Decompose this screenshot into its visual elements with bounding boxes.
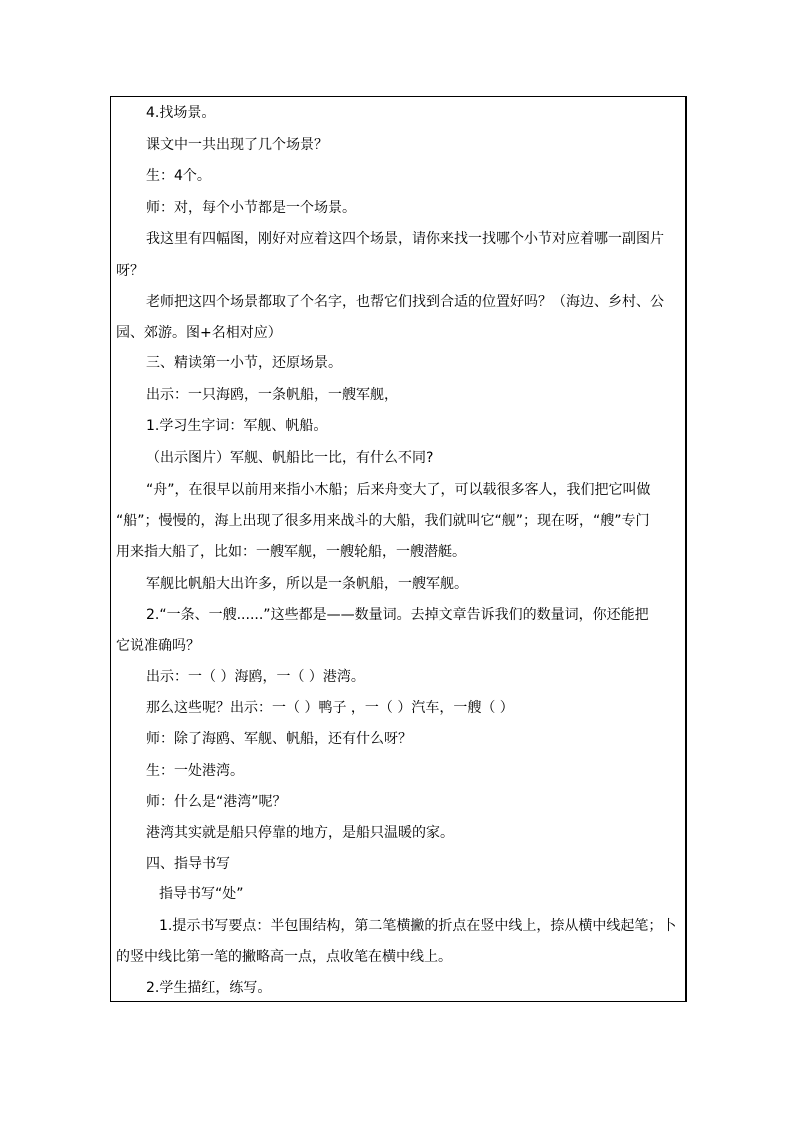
text-line: 1.提示书写要点：半包围结构，第二笔横撇的折点在竖中线上，捺从横中线起笔；卜 — [159, 918, 677, 934]
text-line: 港湾其实就是船只停靠的地方，是船只温暖的家。 — [146, 825, 454, 841]
text-line: 园、郊游。图+名相对应） — [116, 325, 282, 341]
text-line: 我这里有四幅图，刚好对应着这四个场景，请你来找一找哪个小节对应着哪一副图片 — [146, 231, 664, 247]
text-line: 4.找场景。 — [146, 105, 216, 121]
text-line: 出示：一（ ）海鸥，一（ ）港湾。 — [146, 669, 365, 685]
section-heading: 四、指导书写 — [146, 856, 230, 872]
text-line: 那么这些呢？出示：一（ ）鸭子 ，一（ ）汽车，一艘（ ） — [146, 700, 514, 716]
text-line: 的竖中线比第一笔的撇略高一点，点收笔在横中线上。 — [116, 949, 452, 965]
text-line: （出示图片）军舰、帆船比一比，有什么不同? — [146, 450, 434, 466]
text-line: 老师把这四个场景都取了个名字，也帮它们找到合适的位置好吗？（海边、乡村、公 — [146, 294, 664, 310]
text-line: 师：什么是“港湾”呢？ — [146, 794, 287, 810]
text-line: 生：4个。 — [146, 168, 211, 184]
text-line: 用来指大船了，比如：一艘军舰，一艘轮船，一艘潜艇。 — [116, 544, 466, 560]
text-line: 课文中一共出现了几个场景？ — [146, 137, 328, 153]
text-line: 1.学习生字词：军舰、帆船。 — [146, 418, 328, 434]
text-line: 呀？ — [116, 263, 144, 279]
section-heading: 三、精读第一小节，还原场景。 — [146, 355, 342, 371]
text-line: 2.“一条、一艘......”这些都是——数量词。去掉文章告诉我们的数量词，你还能把 — [146, 607, 649, 623]
text-line: 2.学生描红，练写。 — [146, 980, 272, 996]
text-line: “船”；慢慢的，海上出现了很多用来战斗的大船，我们就叫它“舰”；现在呀，“艘”专门 — [116, 513, 650, 529]
text-line: 出示：一只海鸥，一条帆船，一艘军舰， — [146, 387, 398, 403]
text-line: 军舰比帆船大出许多，所以是一条帆船，一艘军舰。 — [146, 576, 468, 592]
text-line: “舟”，在很早以前用来指小木船；后来舟变大了，可以载很多客人，我们把它叫做 — [146, 482, 651, 498]
text-line: 生：一处港湾。 — [146, 763, 244, 779]
text-line: 它说准确吗？ — [116, 638, 200, 654]
text-line: 师：对，每个小节都是一个场景。 — [146, 200, 356, 216]
text-line: 师：除了海鸥、军舰、帆船，还有什么呀？ — [146, 731, 412, 747]
text-line: 指导书写“处” — [159, 886, 244, 902]
